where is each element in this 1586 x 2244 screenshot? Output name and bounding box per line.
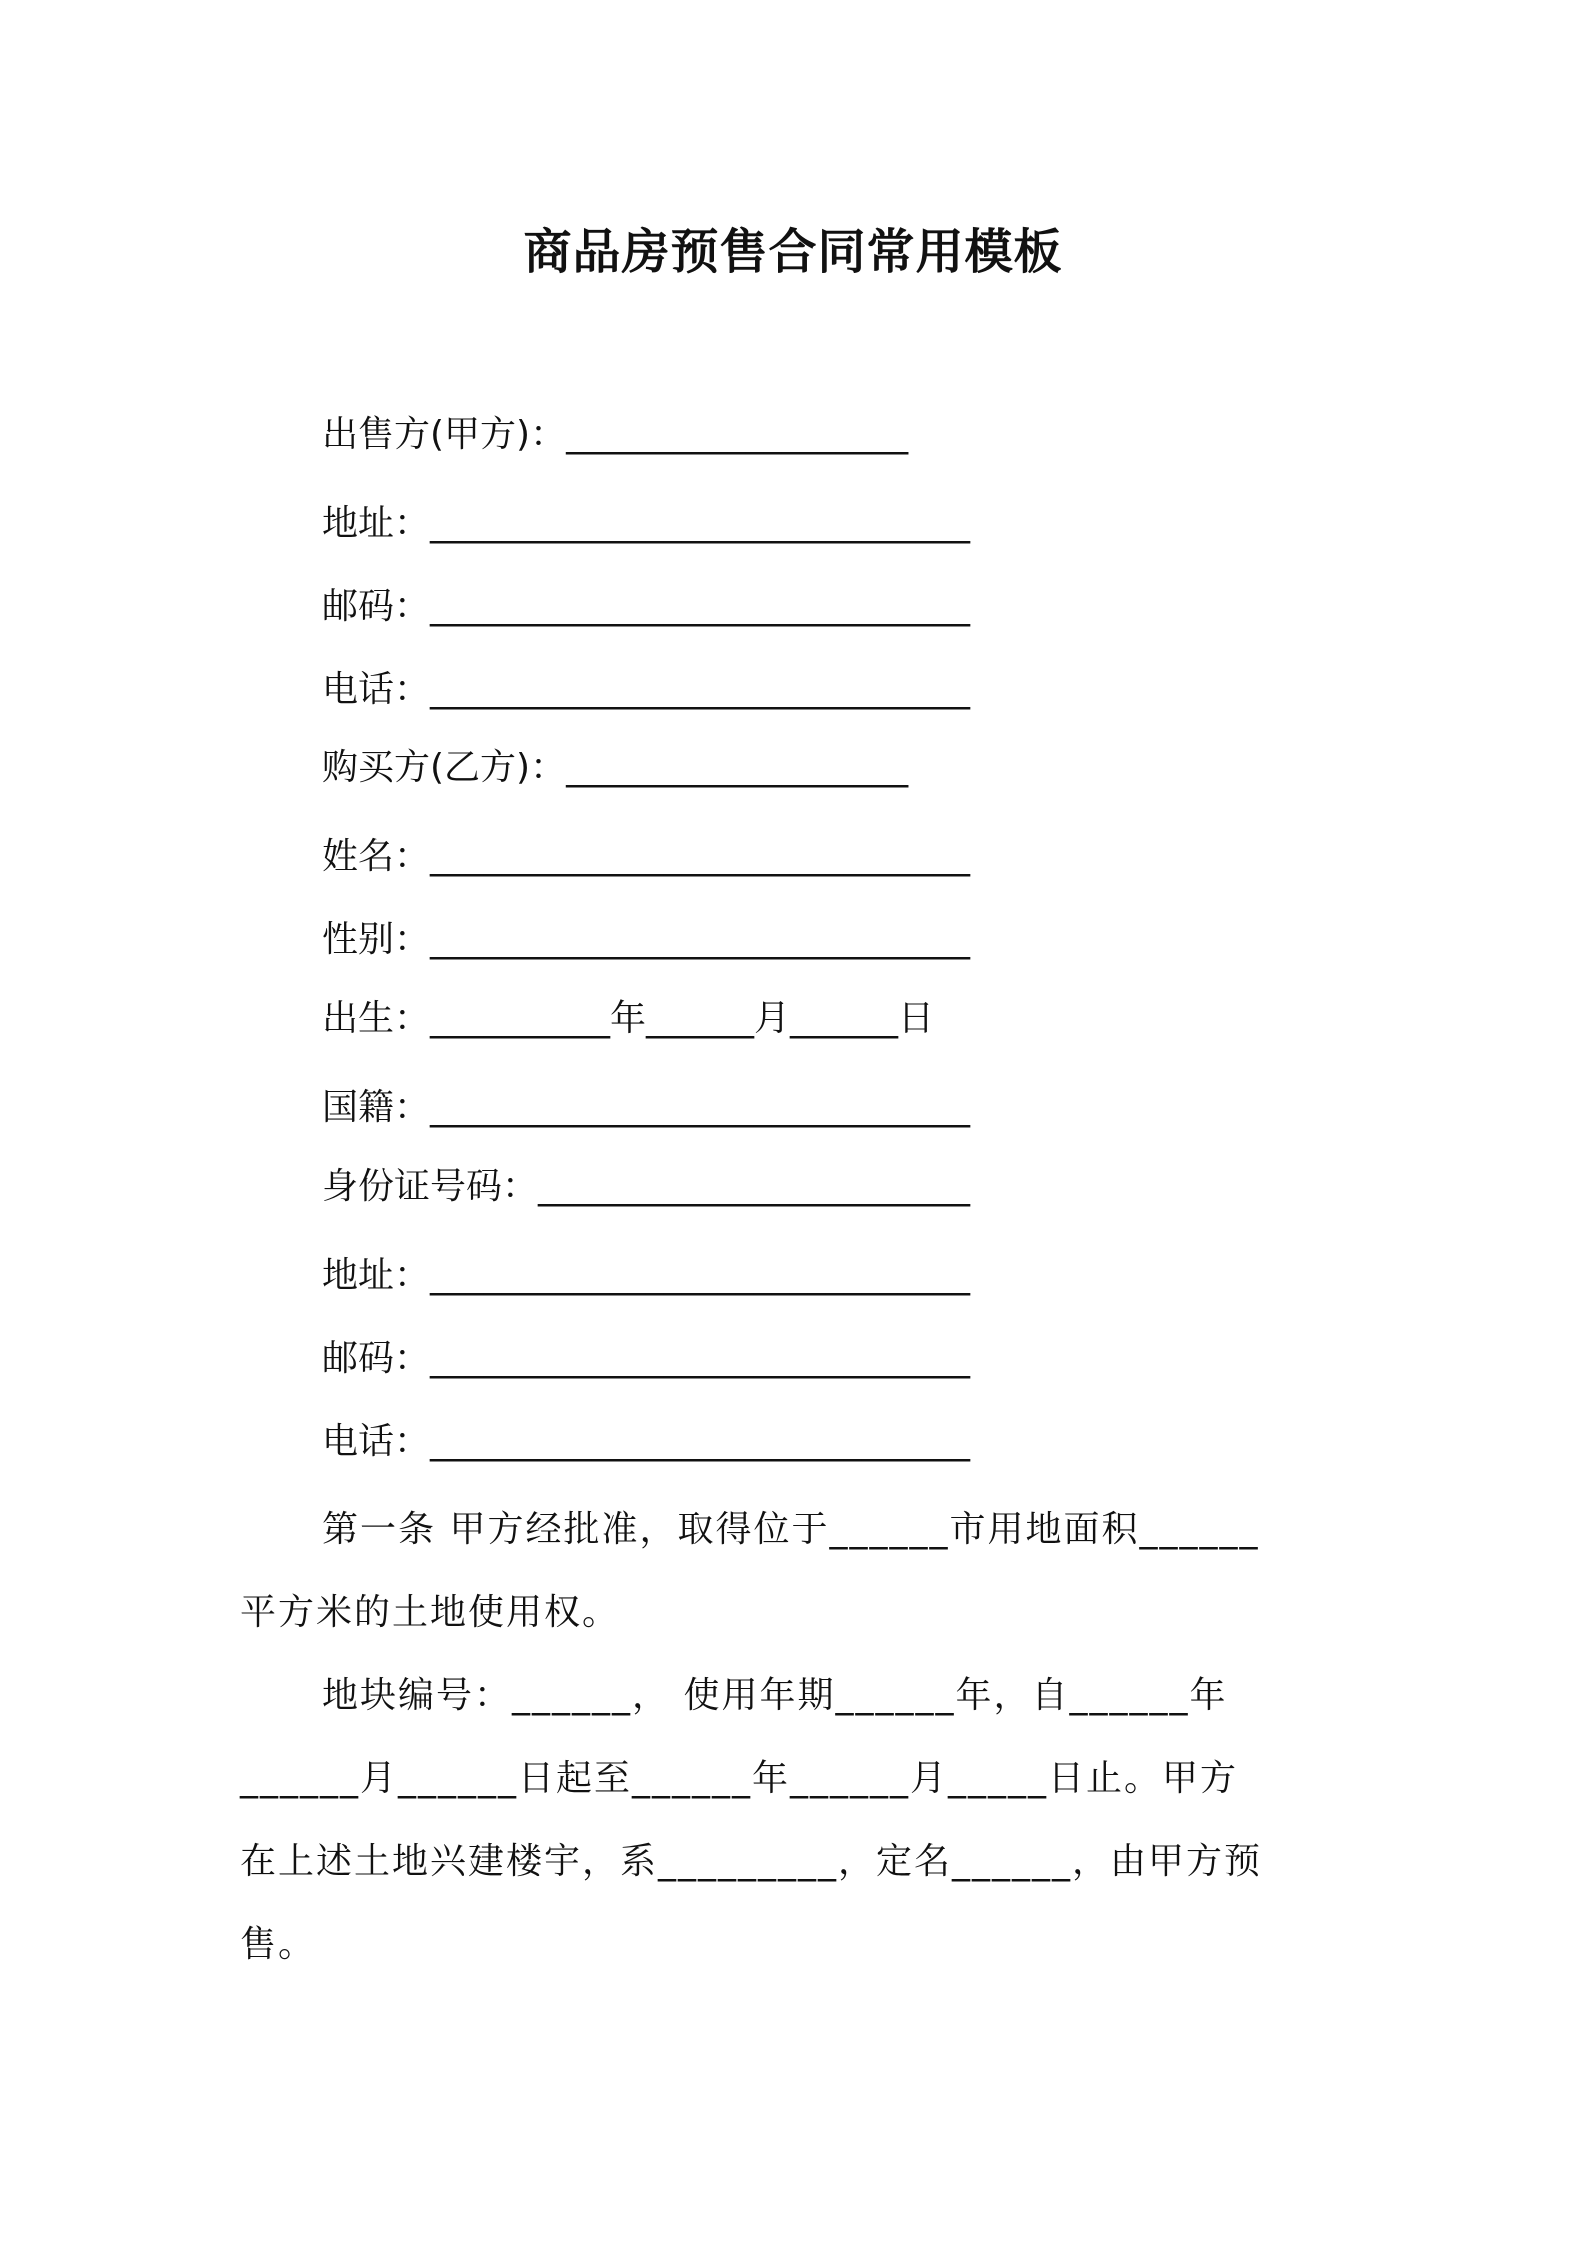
buyer-address-field: 地址：______________________________	[322, 1255, 971, 1296]
buyer-field: 购买方(乙方)：___________________	[322, 747, 909, 788]
clause-1b-line-3: 在上述土地兴建楼宇，系_________，定名______，由甲方预	[240, 1841, 1263, 1882]
buyer-birth-field: 出生：__________年______月______日	[322, 998, 935, 1039]
buyer-postcode-field: 邮码：______________________________	[322, 1338, 971, 1379]
buyer-id-number-field: 身份证号码：________________________	[322, 1166, 971, 1207]
seller-field: 出售方(甲方)：___________________	[322, 414, 909, 455]
buyer-phone-field: 电话：______________________________	[322, 1421, 971, 1462]
buyer-nationality-field: 国籍：______________________________	[322, 1087, 971, 1128]
buyer-name-field: 姓名：______________________________	[322, 836, 971, 877]
clause-1b-line-4: 售。	[240, 1924, 317, 1965]
document-title: 商品房预售合同常用模板	[523, 224, 1063, 280]
clause-1b-line-1: 地块编号：______， 使用年期______年，自______年	[322, 1675, 1228, 1716]
clause-1b-line-2: ______月______日起至______年______月_____日止。甲方	[240, 1758, 1239, 1799]
clause-1-line-1: 第一条 甲方经批准，取得位于______市用地面积______	[322, 1509, 1260, 1550]
seller-phone-field: 电话：______________________________	[322, 669, 971, 710]
seller-postcode-field: 邮码：______________________________	[322, 586, 971, 627]
seller-address-field: 地址：______________________________	[322, 503, 971, 544]
clause-1-line-2: 平方米的土地使用权。	[240, 1592, 621, 1633]
buyer-gender-field: 性别：______________________________	[322, 919, 971, 960]
